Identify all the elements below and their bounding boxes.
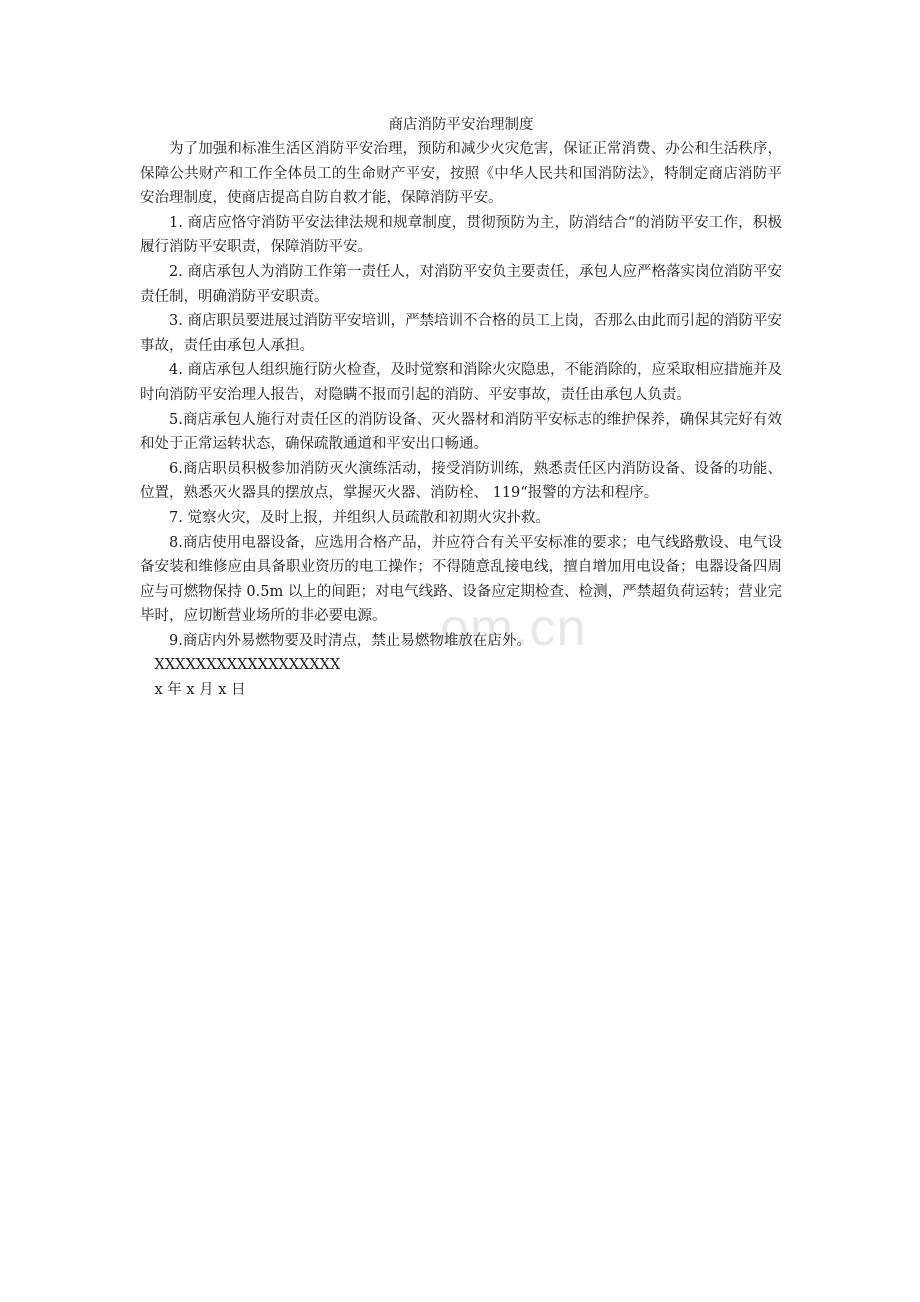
date-line: x 年 x 月 x 日 [154,682,246,699]
rule-paragraph-7: 7. 觉察火灾，及时上报，并组织人员疏散和初期火灾扑救。 [169,509,550,526]
rule-paragraph-1: 1. 商店应恪守消防平安法律法规和规章制度，贯彻预防为主，防消结合“的消防平安工作，积极履行消防平安职责，保障消防平安。 [140,214,782,256]
rule-paragraph-4: 4. 商店承包人组织施行防火检查，及时觉察和消除火灾隐患，不能消除的，应采取相应措施并及时向消防平安治理人报告，对隐瞒不报而引起的消防、平安事故，责任由承包人负责。 [140,362,782,403]
rule-paragraph-5: 5.商店承包人施行对责任区的消防设备、灭火器材和消防平安标志的维护保养，确保其完好有效和处于正常运转状态，确保疏散通道和平安出口畅通。 [140,411,782,453]
document-title: 商店消防平安治理制度 [388,117,534,133]
rule-paragraph-6: 6.商店职员积极参加消防灭火演练活动，接受消防训练，熟悉责任区内消防设备、设备的功能、位置，熟悉灭火器具的摆放点，掌握灭火器、消防栓、 119“报警的方法和程序。 [140,460,782,502]
rule-paragraph-3: 3. 商店职员要进展过消防平安培训，严禁培训不合格的员工上岗，否那么由此而引起的消防平安事故，责任由承包人承担。 [140,313,782,354]
rule-paragraph-9: 9.商店内外易燃物要及时清点，禁止易燃物堆放在店外。 [169,632,531,649]
intro-paragraph: 为了加强和标准生活区消防平安治理，预防和减少火灾危害，保证正常消费、办公和生活秩序，保障公共财产和工作全体员工的生命财产平安，按照《中华人民共和国消防法》，特制定商店消防平安治理制度，使商店提高自防自救才能，保障消防平安。 [140,141,782,207]
document-body [140,113,782,703]
watermark: om.cn [440,599,587,657]
rule-paragraph-2: 2. 商店承包人为消防工作第一责任人，对消防平安负主要责任，承包人应严格落实岗位消防平安责任制，明确消防平安职责。 [140,263,782,305]
rule-paragraph-8: 8.商店使用电器设备，应选用合格产品，并应符合有关平安标准的要求；电气线路敷设、电气设备安装和维修应由具备职业资历的电工操作；不得随意乱接电线，擅自增加用电设备；电器设备四周应与可燃物保持 0.5m 以上的间距；对电气线路、设备应定期检查、检测，严禁超负荷运转；营业完毕时，应切断营业场所的非必要电源。 [140,534,782,625]
signature-line: XXXXXXXXXXXXXXXXXX [154,657,341,674]
